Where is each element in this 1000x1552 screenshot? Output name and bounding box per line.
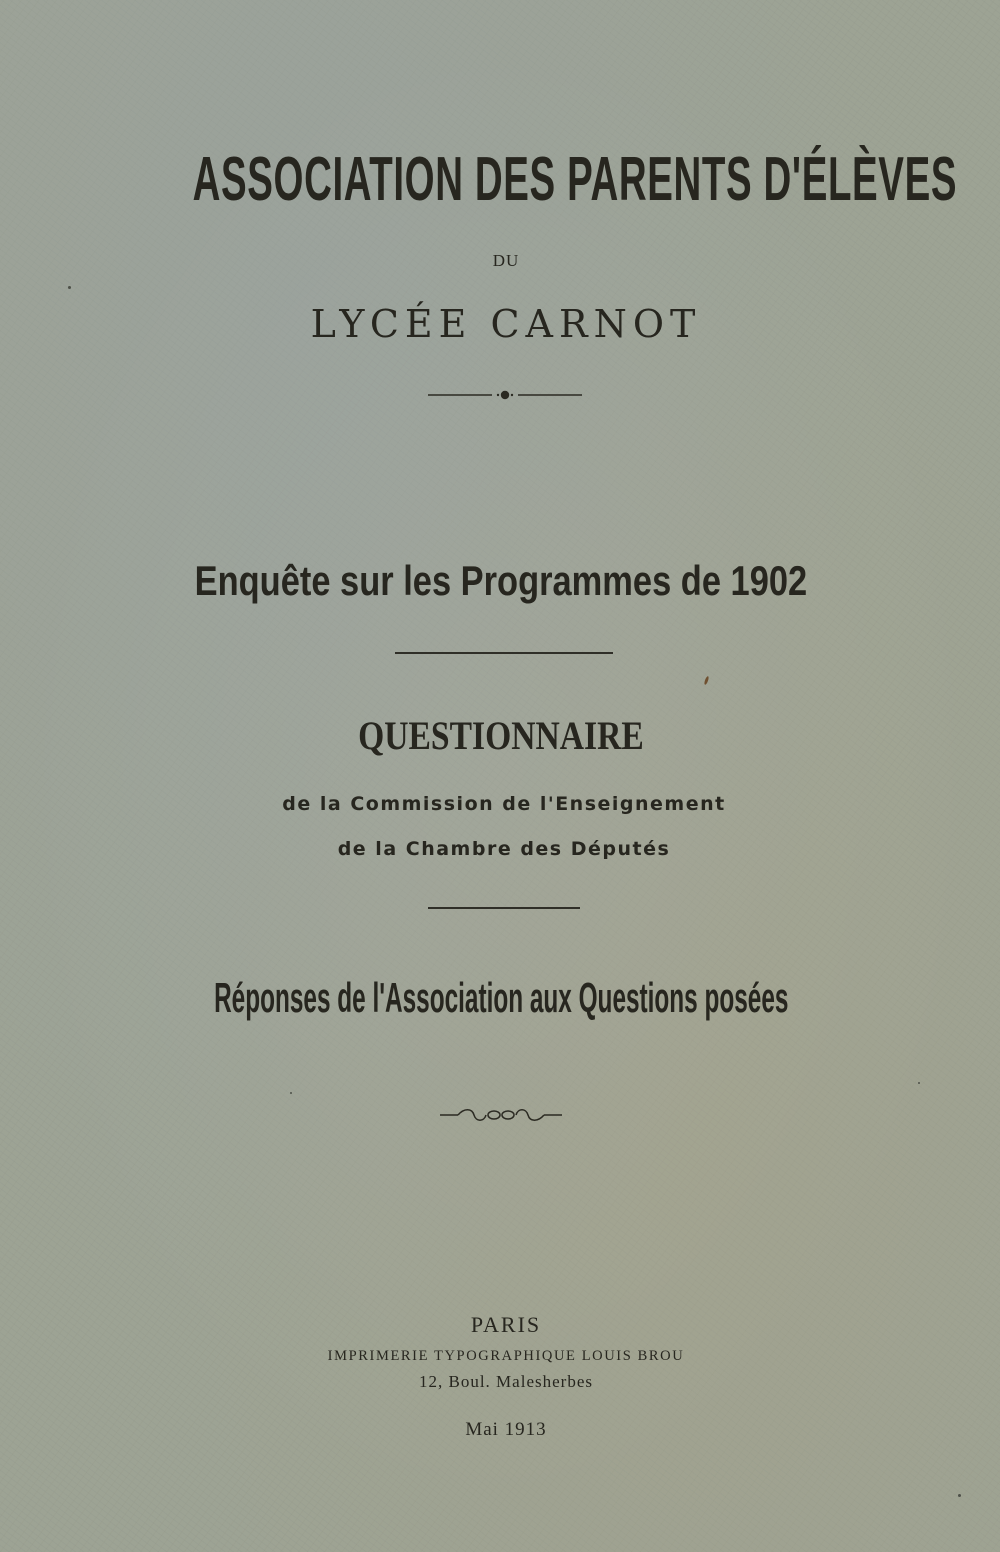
paper-speck bbox=[290, 1092, 292, 1094]
paper-speck bbox=[68, 286, 71, 289]
paper-speck bbox=[704, 676, 710, 685]
imprint-date: Mai 1913 bbox=[465, 1419, 547, 1440]
imprint-printer: IMPRIMERIE TYPOGRAPHIQUE LOUIS BROU bbox=[327, 1348, 685, 1364]
divider-rule bbox=[428, 907, 580, 909]
dot-ornament bbox=[428, 385, 582, 405]
paper-speck bbox=[958, 1494, 961, 1497]
school-name: LYCÉE CARNOT bbox=[310, 302, 702, 346]
questionnaire-heading: QUESTIONNAIRE bbox=[358, 713, 644, 758]
divider-rule bbox=[395, 652, 613, 654]
du-label: DU bbox=[492, 251, 520, 270]
scroll-ornament bbox=[440, 1104, 562, 1126]
imprint-city: PARIS bbox=[470, 1312, 542, 1337]
commission-line: de la Commission de l'Enseignement bbox=[282, 793, 726, 815]
paper-speck bbox=[918, 1082, 920, 1084]
chamber-line: de la Chambre des Députés bbox=[337, 838, 671, 860]
association-title: ASSOCIATION DES PARENTS D'ÉLÈVES bbox=[192, 145, 958, 214]
survey-title: Enquête sur les Programmes de 1902 bbox=[194, 557, 808, 604]
imprint-address: 12, Boul. Malesherbes bbox=[419, 1372, 593, 1391]
responses-heading: Réponses de l'Association aux Questions posées bbox=[214, 974, 789, 1021]
